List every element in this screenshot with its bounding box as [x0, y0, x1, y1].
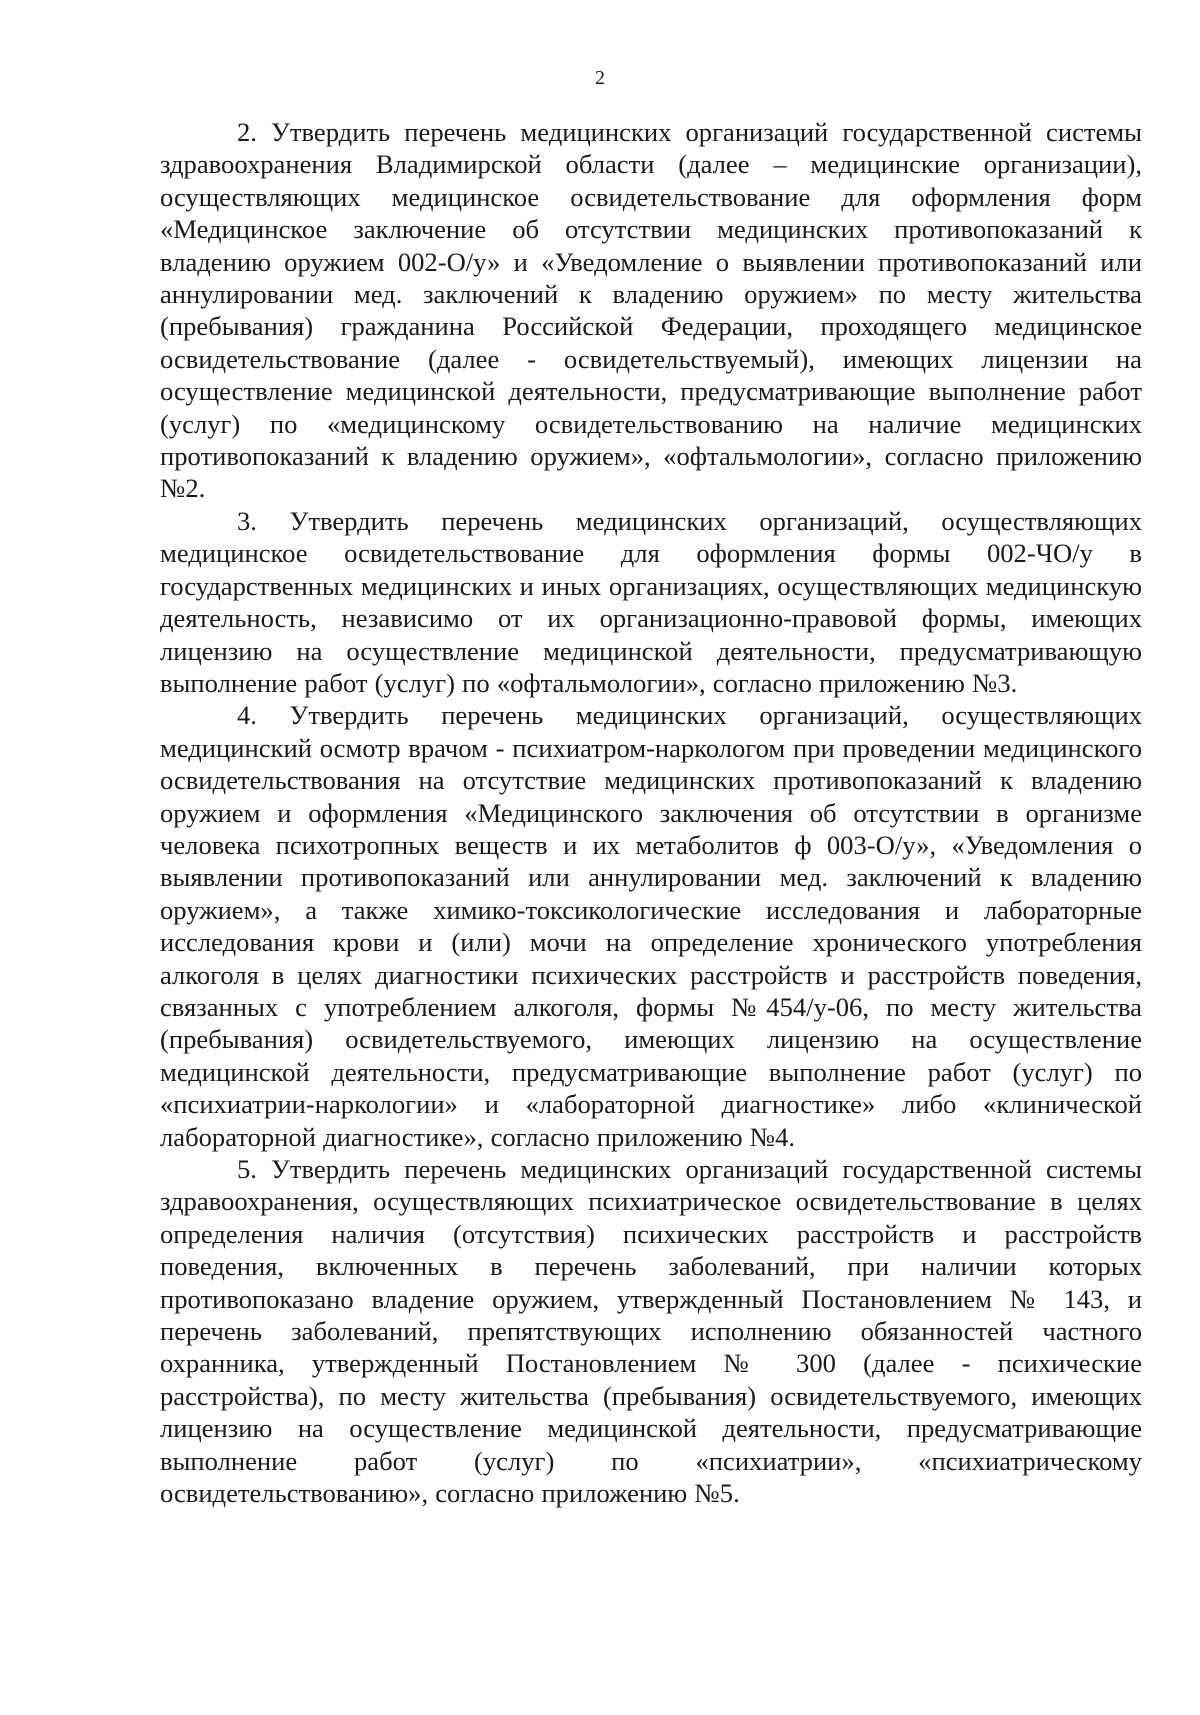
paragraph-3: 3. Утвердить перечень медицинских организаций, осуществляющих медицинское освидетельствование для оформления формы 002-ЧО/у в государственных медицинских и иных организациях, осуществляющих медицинскую деятельность, независимо от их организационно-правовой формы, имеющих лицензию на осуществление медицинской деятельности, предусматривающую выполнение работ (услуг) по «офтальмологии», согласно приложению №3.	[160, 505, 1142, 698]
paragraph-4: 4. Утвердить перечень медицинских организаций, осуществляющих медицинский осмотр врачом - психиатром-наркологом при проведении медицинского освидетельствования на отсутствие медицинских противопоказаний к владению оружием и оформления «Медицинского заключения об отсутствии в организме человека психотропных веществ и их метаболитов ф 003-О/у», «Уведомления о выявлении противопоказаний или аннулировании мед. заключений к владению оружием», а также химико-токсикологические исследования и лабораторные исследования крови и (или) мочи на определение хронического употребления алкоголя в целях диагностики психических расстройств и расстройств поведения, связанных с употреблением алкоголя, формы №454/у-06, по месту жительства (пребывания) освидетельствуемого, имеющих лицензию на осуществление медицинской деятельности, предусматривающие выполнение работ (услуг) по «психиатрии-наркологии» и «лабораторной диагностике» либо «клинической лабораторной диагностике», согласно приложению №4.	[160, 700, 1142, 1152]
paragraph-2: 2. Утвердить перечень медицинских организаций государственной системы здравоохранения Владимирской области (далее – медицинские организации), осуществляющих медицинское освидетельствование для оформления форм «Медицинское заключение об отсутствии медицинских противопоказаний к владению оружием 002-О/у» и «Уведомление о выявлении противопоказаний или аннулировании мед. заключений к владению оружием» по месту жительства (пребывания) гражданина Российской Федерации, проходящего медицинское освидетельствование (далее - освидетельствуемый), имеющих лицензии на осуществление медицинской деятельности, предусматривающие выполнение работ (услуг) по «медицинскому освидетельствованию на наличие медицинских противопоказаний к владению оружием», «офтальмологии», согласно приложению №2.	[160, 117, 1142, 504]
paragraph-5: 5. Утвердить перечень медицинских организаций государственной системы здравоохранения, осуществляющих психиатрическое освидетельствование в целях определения наличия (отсутствия) психических расстройств и расстройств поведения, включенных в перечень заболеваний, при наличии которых противопоказано владение оружием, утвержденный Постановлением № 143, и перечень заболеваний, препятствующих исполнению обязанностей частного охранника, утвержденный Постановлением № 300 (далее - психические расстройства), по месту жительства (пребывания) освидетельствуемого, имеющих лицензию на осуществление медицинской деятельности, предусматривающие выполнение работ (услуг) по «психиатрии», «психиатрическому освидетельствованию», согласно приложению №5.	[160, 1154, 1142, 1509]
page-number: 2	[595, 67, 605, 89]
document-body	[160, 116, 1142, 1509]
